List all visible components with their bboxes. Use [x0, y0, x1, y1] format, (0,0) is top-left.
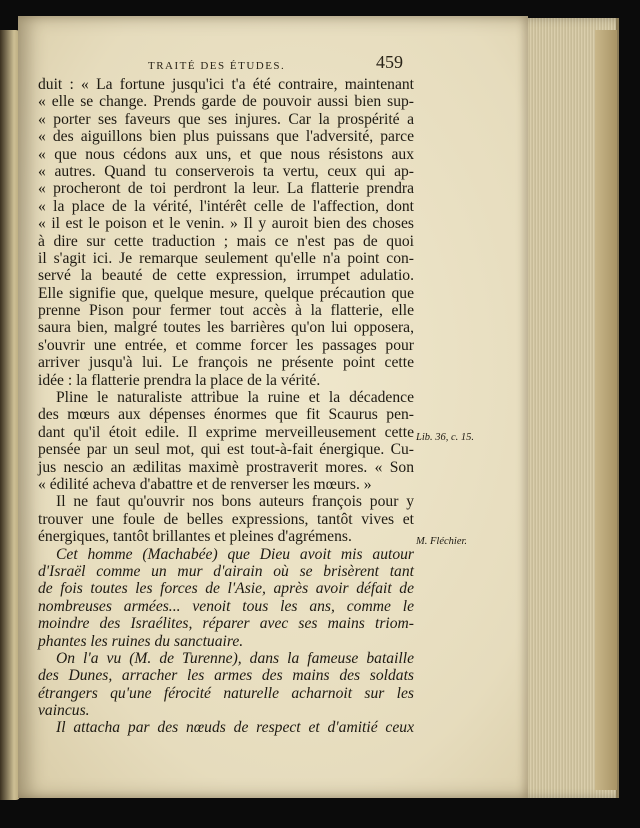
- body-text: [38, 76, 414, 737]
- text-line: s'ouvrir une entrée, et comme forcer les passages pour: [38, 336, 414, 354]
- running-header: TRAITÉ DES ÉTUDES.: [148, 60, 286, 72]
- margin-note-flechier: M. Fléchier.: [416, 536, 468, 547]
- text-line: « elle se change. Prends garde de pouvoir aussi bien sup-: [38, 93, 414, 111]
- text-line: phantes les ruines du sanctuaire.: [38, 632, 244, 650]
- text-line: des Dunes, arracher les armes des mains des soldats: [38, 667, 414, 685]
- text-line: arriver jusqu'à lui. Le françois ne présente point cette: [38, 354, 414, 372]
- text-line: pensée par un seul mot, qui est tout-à-fait énergique. Cu-: [38, 441, 414, 459]
- book-cover-edge: [595, 30, 617, 790]
- text-line: étrangers qu'une férocité naturelle acharnoit sur les: [38, 684, 414, 702]
- text-line: de fois toutes les forces de l'Asie, après avoir défait de: [38, 580, 414, 598]
- text-line: « des aiguillons bien plus puissans que l'adversité, parce: [38, 128, 414, 146]
- text-line: à dire sur cette traduction ; mais ce n'est pas de quoi: [38, 232, 414, 250]
- text-line: « édilité acheva d'abattre et de renverser les mœurs. »: [38, 475, 372, 493]
- text-line: Il ne faut qu'ouvrir nos bons auteurs françois pour y: [56, 493, 414, 511]
- text-line: saura bien, malgré toutes les barrières qu'on lui opposera,: [38, 319, 414, 337]
- text-line: nombreuses armées... venoit tous les ans, comme le: [38, 597, 414, 615]
- text-line: des mœurs aux dépenses énormes que fit Scaurus pen-: [38, 406, 414, 424]
- text-line: énergiques, tantôt brillantes et pleines d'agrémens.: [38, 528, 352, 546]
- text-line: Il attacha par des nœuds de respect et d'amitié ceux: [56, 719, 414, 737]
- margin-note-lib: Lib. 36, c. 15.: [416, 432, 475, 443]
- text-line: Cet homme (Machabée) que Dieu avoit mis autour: [56, 545, 414, 563]
- text-line: On l'a vu (M. de Turenne), dans la fameuse bataille: [56, 649, 414, 667]
- text-line: moindre des Israélites, réparer avec ses mains triom-: [38, 615, 414, 633]
- text-line: « porter ses faveurs que ses injures. Car la prospérité a: [38, 110, 414, 128]
- text-line: il s'agit ici. Je remarque seulement qu'elle n'a point con-: [38, 249, 414, 267]
- text-line: « autres. Quand tu conserverois ta vertu, ceux qui ap-: [38, 162, 414, 180]
- text-line: Elle signifie que, quelque mesure, quelque précaution que: [38, 284, 414, 302]
- text-line: servé la beauté de cette expression, irrumpet adulatio.: [38, 267, 414, 285]
- text-line: « procheront de toi perdront la leur. La flatterie prendra: [38, 180, 414, 198]
- text-line: « que nous cédons aux uns, et que nous résistons aux: [38, 145, 414, 163]
- text-line: prenne Pison pour fermer tout accès à la flatterie, elle: [38, 302, 414, 320]
- text-line: jus nescio an ædilitas maximè prostraverit mores. « Son: [38, 458, 414, 476]
- facing-page-edge: [0, 30, 20, 800]
- text-line: trouver une foule de belles expressions, tantôt vives et: [38, 510, 414, 528]
- text-line: « il est le poison et le venin. » Il y auroit bien des choses: [38, 215, 414, 233]
- text-line: « la place de la vérité, l'intérêt celle de l'affection, dont: [38, 197, 414, 215]
- text-line: Pline le naturaliste attribue la ruine et la décadence: [56, 389, 414, 407]
- text-line: idée : la flatterie prendra la place de la vérité.: [38, 371, 321, 389]
- page-number: 459: [376, 52, 403, 72]
- text-line: d'Israël comme un mur d'airain où se brisèrent tant: [38, 562, 414, 580]
- text-line: duit : « La fortune jusqu'ici t'a été contraire, maintenant: [38, 76, 414, 93]
- text-line: vaincus.: [38, 702, 90, 720]
- text-line: dant qu'il étoit edile. Il exprime merveilleusement cette: [38, 423, 414, 441]
